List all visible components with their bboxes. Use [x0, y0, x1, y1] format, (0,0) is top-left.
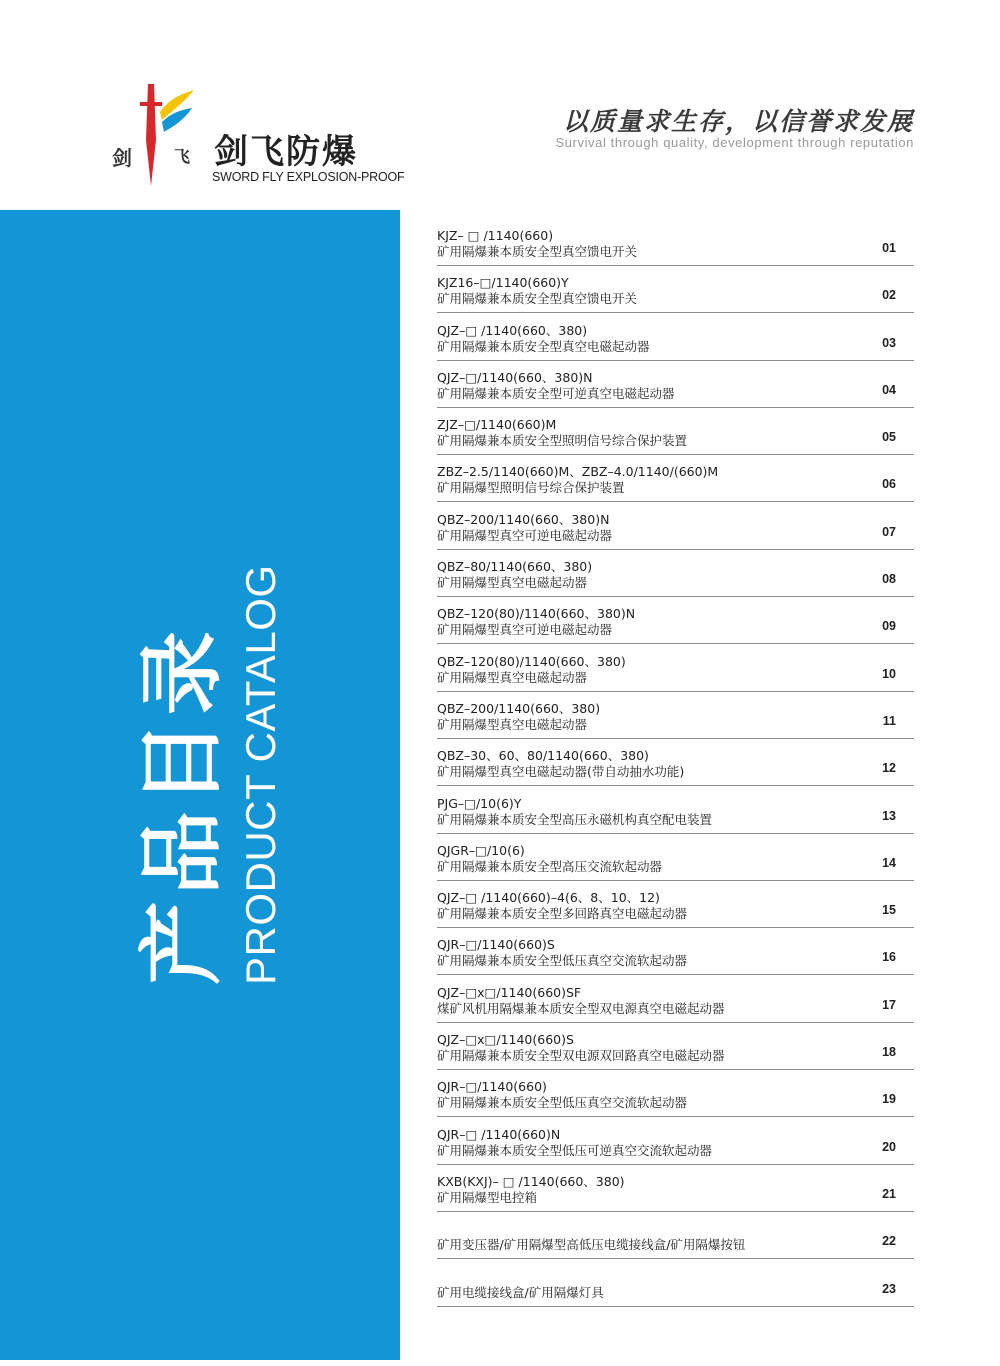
- catalog-entry[interactable]: [437, 935, 914, 975]
- brand-logo: [110, 80, 405, 190]
- entry-model: QBZ–120(80)/1140(660、380): [437, 653, 626, 669]
- logo-char-left: 剑: [112, 146, 132, 170]
- entry-page-number: 17: [882, 997, 896, 1012]
- entry-page-number: 16: [882, 950, 896, 965]
- entry-description: 矿用隔爆兼本质安全型高压永磁机构真空配电装置: [437, 811, 713, 827]
- entry-description: 矿用隔爆型真空电磁起动器: [437, 669, 588, 685]
- entry-model: ZBZ–2.5/1140(660)M、ZBZ–4.0/1140/(660)M: [437, 464, 719, 480]
- entry-description: 矿用隔爆型电控箱: [437, 1189, 538, 1205]
- entry-page-number: 11: [882, 713, 896, 728]
- catalog-entry[interactable]: [437, 652, 914, 692]
- catalog-entry[interactable]: [437, 1125, 914, 1165]
- entry-model: [437, 1269, 914, 1285]
- entry-page-number: 12: [882, 761, 896, 776]
- entry-page-number: 20: [882, 1139, 896, 1154]
- entry-model: QBZ–120(80)/1140(660、380)N: [437, 606, 636, 622]
- entry-model: QBZ–200/1140(660、380): [437, 700, 601, 716]
- entry-description: 矿用隔爆兼本质安全型双电源双回路真空电磁起动器: [437, 1048, 725, 1064]
- entry-model: [437, 1221, 914, 1237]
- side-title-en: PRODUCT CATALOG: [237, 564, 284, 985]
- entry-description: 矿用隔爆型真空电磁起动器: [437, 575, 588, 591]
- entry-description: 矿用变压器/矿用隔爆型高低压电缆接线盒/矿用隔爆按钮: [437, 1237, 746, 1253]
- catalog-entry[interactable]: [437, 510, 914, 550]
- slogan-cn: 以质量求生存，以信誉求发展: [562, 107, 914, 136]
- entry-page-number: 09: [882, 619, 896, 634]
- entry-page-number: 04: [882, 382, 896, 397]
- entry-model: ZJZ–□/1140(660)M: [437, 417, 557, 433]
- slogan-en: Survival through quality, development through reputation: [555, 135, 914, 150]
- catalog-entry[interactable]: [437, 557, 914, 597]
- entry-description: 煤矿风机用隔爆兼本质安全型双电源真空电磁起动器: [437, 1000, 725, 1016]
- entry-model: QBZ–80/1140(660、380): [437, 559, 593, 575]
- entry-model: QJZ–□/1140(660、380)N: [437, 369, 593, 385]
- entry-model: QJR–□/1140(660)S: [437, 937, 555, 953]
- entry-description: 矿用隔爆型真空电磁起动器: [437, 716, 588, 732]
- catalog-entry[interactable]: [437, 888, 914, 928]
- catalog-entry[interactable]: [437, 1267, 914, 1307]
- entry-model: QBZ–200/1140(660、380)N: [437, 511, 610, 527]
- side-title-cn: 产品目录: [133, 624, 231, 985]
- entry-model: QJZ–□x□/1140(660)SF: [437, 984, 582, 1000]
- entry-page-number: 05: [882, 430, 896, 445]
- entry-page-number: 22: [882, 1234, 896, 1249]
- entry-page-number: 07: [882, 524, 896, 539]
- catalog-entry[interactable]: [437, 1219, 914, 1259]
- catalog-entry[interactable]: [437, 462, 914, 502]
- entry-description: 矿用隔爆兼本质安全型可逆真空电磁起动器: [437, 385, 675, 401]
- entry-description: 矿用隔爆兼本质安全型照明信号综合保护装置: [437, 433, 688, 449]
- entry-description: 矿用隔爆兼本质安全型高压交流软起动器: [437, 858, 663, 874]
- entry-page-number: 23: [882, 1281, 896, 1296]
- catalog-entry[interactable]: [437, 604, 914, 644]
- catalog-entry[interactable]: [437, 368, 914, 408]
- entry-page-number: 15: [882, 903, 896, 918]
- entry-page-number: 10: [882, 666, 896, 681]
- catalog-list: [437, 226, 914, 1314]
- catalog-entry[interactable]: [437, 226, 914, 266]
- entry-page-number: 21: [882, 1186, 896, 1201]
- entry-page-number: 02: [882, 288, 896, 303]
- catalog-entry[interactable]: [437, 746, 914, 786]
- entry-description: 矿用隔爆兼本质安全型真空馈电开关: [437, 244, 638, 259]
- entry-page-number: 01: [882, 241, 896, 255]
- catalog-entry[interactable]: [437, 1030, 914, 1070]
- entry-model: QJZ–□ /1140(660)–4(6、8、10、12): [437, 890, 660, 906]
- entry-description: 矿用隔爆型照明信号综合保护装置: [437, 480, 625, 496]
- entry-description: 矿用隔爆兼本质安全型多回路真空电磁起动器: [437, 906, 688, 922]
- entry-description: 矿用隔爆型真空电磁起动器(带自动抽水功能): [437, 764, 685, 780]
- catalog-entry[interactable]: [437, 699, 914, 739]
- sword-fly-logo-icon: [110, 80, 200, 190]
- entry-model: QBZ–30、60、80/1140(660、380): [437, 748, 649, 764]
- brand-name-cn: 剑飞防爆: [214, 132, 358, 172]
- entry-description: 矿用隔爆型真空可逆电磁起动器: [437, 622, 613, 638]
- entry-description: 矿用电缆接线盒/矿用隔爆灯具: [437, 1284, 604, 1300]
- entry-model: QJGR–□/10(6): [437, 842, 525, 858]
- entry-description: 矿用隔爆兼本质安全型低压真空交流软起动器: [437, 953, 688, 969]
- side-title: [133, 564, 284, 985]
- entry-description: 矿用隔爆兼本质安全型真空馈电开关: [437, 291, 638, 307]
- catalog-entry[interactable]: [437, 415, 914, 455]
- catalog-entry[interactable]: [437, 794, 914, 834]
- entry-page-number: 13: [882, 808, 896, 823]
- logo-char-right: 飞: [174, 147, 191, 166]
- entry-description: 矿用隔爆兼本质安全型真空电磁起动器: [437, 338, 650, 354]
- entry-model: QJR–□ /1140(660)N: [437, 1126, 561, 1142]
- entry-page-number: 18: [882, 1045, 896, 1060]
- catalog-entry[interactable]: [437, 321, 914, 361]
- catalog-entry[interactable]: [437, 841, 914, 881]
- entry-model: PJG–□/10(6)Y: [437, 795, 522, 811]
- catalog-entry[interactable]: [437, 1077, 914, 1117]
- entry-page-number: 19: [882, 1092, 896, 1107]
- catalog-entry[interactable]: [437, 1172, 914, 1212]
- entry-page-number: 14: [882, 855, 896, 870]
- entry-model: QJZ–□ /1140(660、380): [437, 322, 588, 338]
- entry-page-number: 03: [882, 335, 896, 350]
- entry-model: QJR–□/1140(660): [437, 1079, 547, 1095]
- entry-description: 矿用隔爆兼本质安全型低压真空交流软起动器: [437, 1095, 688, 1111]
- entry-description: 矿用隔爆型真空可逆电磁起动器: [437, 527, 613, 543]
- entry-model: KJZ16–□/1140(660)Y: [437, 275, 569, 291]
- entry-description: 矿用隔爆兼本质安全型低压可逆真空交流软起动器: [437, 1142, 713, 1158]
- entry-model: QJZ–□x□/1140(660)S: [437, 1032, 574, 1048]
- entry-model: KXB(KXJ)– □ /1140(660、380): [437, 1173, 625, 1189]
- entry-page-number: 06: [882, 477, 896, 492]
- catalog-entry[interactable]: [437, 273, 914, 313]
- catalog-entry[interactable]: [437, 983, 914, 1023]
- entry-model: KJZ– □ /1140(660): [437, 228, 554, 243]
- brand-name-en: SWORD FLY EXPLOSION-PROOF: [212, 170, 405, 184]
- entry-page-number: 08: [882, 572, 896, 587]
